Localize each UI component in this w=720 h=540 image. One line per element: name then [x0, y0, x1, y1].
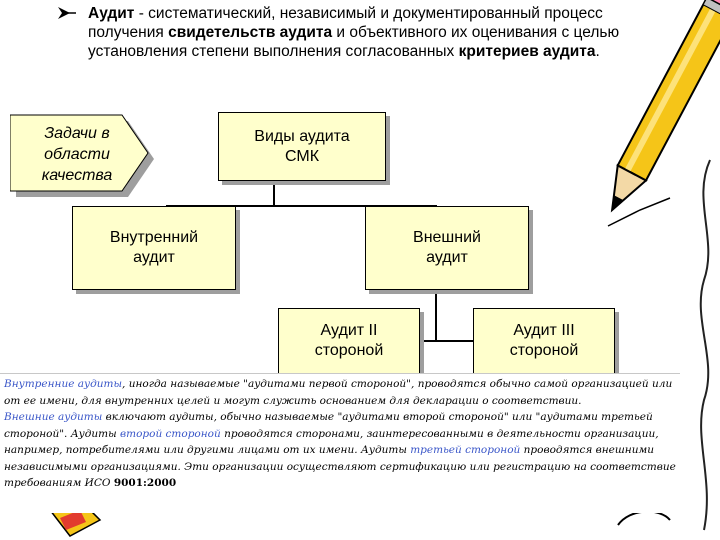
second-line-2: стороной	[314, 342, 384, 359]
internal-line-1: Внутренний	[109, 229, 199, 246]
notes-paragraph-internal	[4, 376, 676, 409]
notes-iso-standard: 9001:2000	[113, 477, 177, 489]
external-line-1: Внешний	[413, 229, 481, 246]
tasks-line-3: качества	[41, 167, 113, 184]
connector	[435, 340, 473, 342]
definition-text-3: .	[595, 43, 600, 60]
second-party-audit-box	[278, 308, 420, 374]
connector	[435, 308, 437, 340]
notes-paragraph-external	[4, 409, 676, 492]
external-audit-box	[365, 206, 529, 290]
notes-external-text-1: включают аудиты, обычно называемые "аудитами второй стороной" или "аудитами третьей стороной". Аудиты	[4, 411, 653, 440]
tasks-label	[22, 123, 132, 186]
third-line-2: стороной	[509, 342, 579, 359]
notes-internal-term: Внутренние аудиты	[4, 378, 123, 390]
notes-external-text-2: проводятся сторонами, заинтересованными в деятельности организации, например, потребителями или другими лицами от их имени. Аудиты	[4, 427, 659, 456]
arrow-bullet-icon	[56, 4, 78, 22]
tasks-line-1: Задачи в	[44, 125, 110, 142]
notes-second-party-term: второй стороной	[120, 427, 221, 440]
definition-term: Аудит	[88, 5, 135, 22]
connector	[435, 290, 437, 308]
definition-paragraph	[56, 4, 636, 61]
connector	[273, 180, 275, 206]
third-line-1: Аудит III	[513, 322, 575, 339]
definition-text-1: - систематический, независимый и документированный процесс получения	[88, 5, 603, 41]
notes-third-party-term: третьей стороной	[410, 444, 521, 456]
internal-line-2: аудит	[133, 249, 175, 266]
notes-external-term: Внешние аудиты	[4, 411, 103, 423]
third-party-audit-box	[473, 308, 615, 374]
notes-internal-text: , иногда называемые "аудитами первой стороной", проводятся обычно самой организацией или от ее имени, для внутренних целей и могут служить основанием для декларации о соответствии.	[4, 378, 673, 407]
notes-block	[0, 373, 680, 513]
definition-text-2: и объективного их оценивания с целью установления степени выполнения согласованных	[88, 24, 620, 60]
internal-audit-box	[72, 206, 236, 290]
external-line-2: аудит	[426, 249, 468, 266]
root-line-2: СМК	[284, 147, 320, 165]
root-line-1: Виды аудита	[254, 127, 350, 145]
root-box	[218, 112, 386, 181]
tasks-line-2: области	[44, 146, 110, 163]
definition-bold-2: критериев аудита	[458, 43, 596, 60]
notes-external-text-3: проводятся внешними независимыми организациями. Эти организации осуществляют сертификацию или регистрацию на соответствие требованиям ИСО	[4, 444, 676, 489]
definition-bold-1: свидетельств аудита	[168, 24, 333, 41]
second-line-1: Аудит II	[320, 322, 378, 339]
